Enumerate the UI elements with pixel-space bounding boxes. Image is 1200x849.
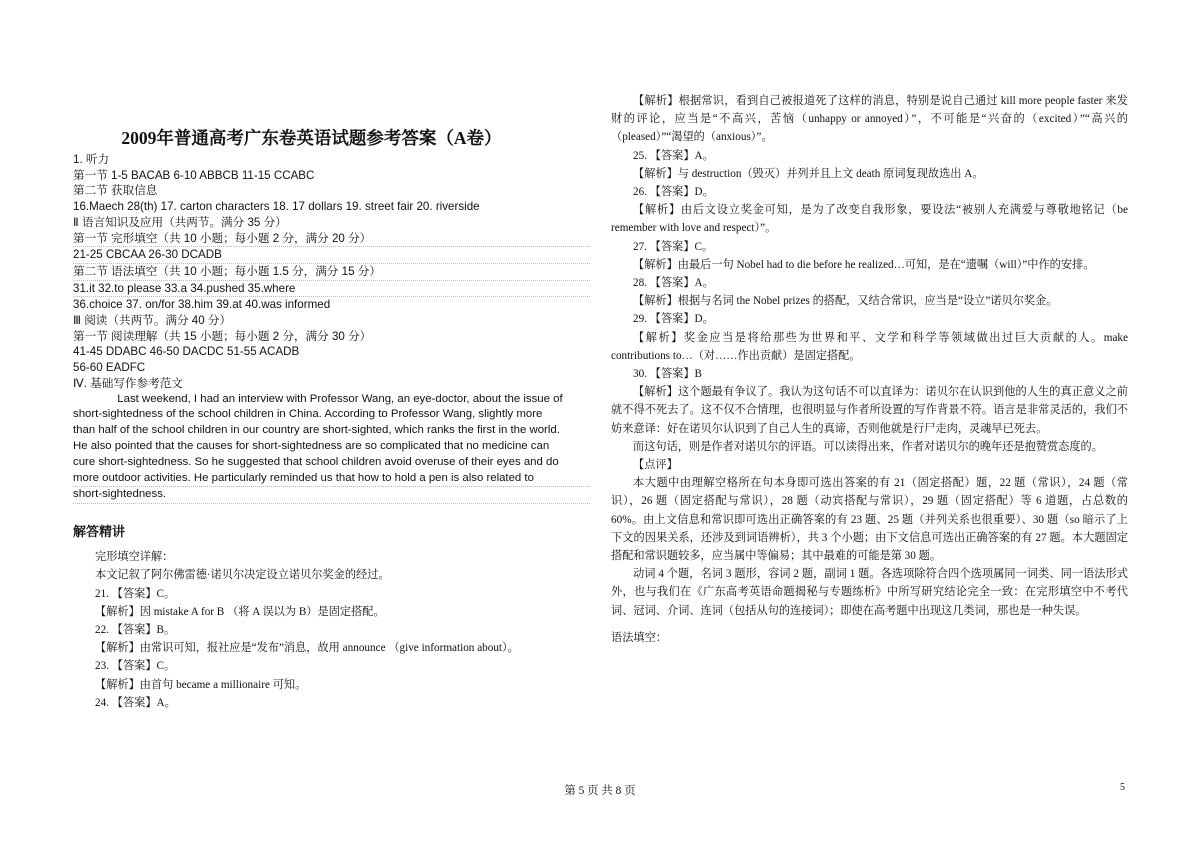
- answer-line: 56-60 EADFC: [73, 361, 146, 375]
- essay-line: short-sightedness.: [73, 487, 590, 504]
- answer-line: Ⅲ 阅读（共两节。满分 40 分）: [73, 314, 232, 328]
- answer-line: Ⅳ. 基础写作参考范文: [73, 376, 183, 390]
- essay-line: cure short-sightedness. So he suggested that school children avoid overuse of their eyes and do: [73, 455, 559, 468]
- paragraph: 【解析】根据与名词 the Nobel prizes 的搭配，又结合常识，应当是“设立”诺贝尔奖金。: [633, 295, 1058, 308]
- page-title: 2009年普通高考广东卷英语试题参考答案（A卷）: [121, 128, 502, 148]
- paragraph: 22. 【答案】B。: [95, 623, 176, 636]
- page-number: 5: [1120, 782, 1125, 793]
- paragraph: 21. 【答案】C。: [95, 587, 176, 600]
- essay-line: than half of the school children in our country are short-sighted, which ranks the first in the world.: [73, 424, 560, 437]
- paragraph: 25. 【答案】A。: [633, 149, 714, 162]
- answer-line: 第一节 完形填空（共 10 小题；每小题 2 分，满分 20 分）: [73, 231, 590, 248]
- paragraph: 动词 4 个题，名词 3 题形，容词 2 题，副词 1 题。各选项除符合四个选项属同一词类、同一语法形式外，也与我们在《广东高考英语命题揭秘与专题练析》中所写研究结论完全一致：在完形填空中不考代词、冠词、介词、连词（包括从句的连接词）；即使在高考题中出现这几类词，那也是一种失误。: [611, 568, 1128, 617]
- essay-line: Last weekend, I had an interview with Professor Wang, an eye-doctor, about the issue of: [73, 392, 563, 405]
- answer-line: 第一节 1-5 BACAB 6-10 ABBCB 11-15 CCABC: [73, 168, 315, 182]
- paragraph: 24. 【答案】A。: [95, 696, 176, 709]
- answer-line: 第一节 阅读理解（共 15 小题；每小题 2 分，满分 30 分）: [73, 329, 372, 343]
- answer-line: 16.Maech 28(th) 17. carton characters 18. 17 dollars 19. street fair 20. riverside: [73, 200, 480, 214]
- left-column: [73, 124, 590, 712]
- answer-line: 36.choice 37. on/for 38.him 39.at 40.was informed: [73, 298, 331, 312]
- paragraph: 28. 【答案】A。: [633, 277, 714, 290]
- paragraph: 30. 【答案】B: [633, 368, 702, 381]
- paragraph: 语法填空：: [611, 631, 667, 644]
- paragraph: 而这句话，则是作者对诺贝尔的评语。可以读得出来，作者对诺贝尔的晚年还是抱赞赏态度的。: [633, 440, 1103, 453]
- answer-key: [73, 152, 590, 392]
- answer-line: 第二节 获取信息: [73, 184, 158, 198]
- paragraph: 【解析】根据常识，看到自己被报道死了这样的消息，特别是说自己通过 kill more people faster 来发财的评论，应当是“不高兴，苦恼（unhappy or annoyed）”，不可能是“兴奋的（excited）”“高兴的（pleased）”“渴望的（anxious）”。: [611, 95, 1128, 144]
- spacer: [611, 620, 1128, 629]
- paragraph: 29. 【答案】D。: [633, 313, 714, 326]
- answer-line: 第二节 语法填空（共 10 小题；每小题 1.5 分，满分 15 分）: [73, 264, 590, 281]
- paragraph: 本大题中由理解空格所在句本身即可选出答案的有 21（固定搭配）题，22 题（常识），24 题（常识），26 题（固定搭配与常识），28 题（动宾搭配与常识），29 题（固定搭配）等 6 道题，占总数的 60%。由上文信息和常识即可选出正确答案的有 23 题、25 题（并列关系也很重要）、30 题（so 暗示了上下文的因果关系，还涉及到词语辨析），共 3 个小题；由下文信息可选出正确答案的有 27 题。本大题固定搭配和常识题较多，应当属中等偏易；其中最难的可能是第 30 题。: [611, 477, 1128, 563]
- essay-line: short-sightedness of the school children in China. According to Professor Wang, slightly more: [73, 408, 543, 421]
- paragraph: 本文记叙了阿尔佛雷德·诺贝尔决定设立诺贝尔奖金的经过。: [95, 569, 390, 582]
- paragraph: 【解析】因 mistake A for B （将 A 误以为 B）是固定搭配。: [95, 605, 385, 618]
- paragraph: 27. 【答案】C。: [633, 240, 714, 253]
- right-column: [611, 92, 1128, 647]
- paragraph: 【解析】由最后一句 Nobel had to die before he realized…可知，是在“遗嘱（will）”中作的安排。: [633, 258, 1095, 271]
- paragraph: 【点评】: [633, 459, 678, 472]
- paragraph: 【解析】由后文设立奖金可知，是为了改变自我形象，要设法“被别人充满爱与尊敬地铭记（be remember with love and respect）”。: [611, 204, 1128, 235]
- answer-line: 21-25 CBCAA 26-30 DCADB: [73, 247, 590, 264]
- paragraph: 【解析】由常识可知，报社应是“发布”消息，故用 announce （give information about）。: [95, 642, 519, 655]
- paragraph: 26. 【答案】D。: [633, 186, 714, 199]
- page-footer: 第 5 页 共 8 页: [564, 785, 636, 797]
- paragraph: 【解析】由首句 became a millionaire 可知。: [95, 678, 307, 691]
- answer-line: 31.it 32.to please 33.a 34.pushed 35.where: [73, 281, 590, 298]
- answer-line: 41-45 DDABC 46-50 DACDC 51-55 ACADB: [73, 345, 300, 359]
- paragraph: 【解析】与 destruction（毁灭）并列并且上文 death 原词复现故选出 A。: [633, 167, 984, 180]
- model-essay: [73, 392, 590, 505]
- essay-line: more outdoor activities. He particularly reminded us that how to hold a pen is also related to: [73, 471, 590, 488]
- paragraph: 完形填空详解：: [95, 551, 174, 564]
- cloze-explanations: [73, 548, 590, 712]
- paragraph: 23. 【答案】C。: [95, 660, 176, 673]
- answer-line: Ⅱ 语言知识及应用（共两节。满分 35 分）: [73, 215, 287, 229]
- paragraph: 【解析】这个题最有争议了。我认为这句话不可以直译为：诺贝尔在认识到他的人生的真正意义之前就不得不死去了。这不仅不合情理，也很明显与作者所设置的写作背景不符。语言是非常灵活的，我们不妨来意译：好在诺贝尔认识到了自己人生的真谛，否则他就是行尸走肉，灵魂早已死去。: [611, 386, 1128, 435]
- answer-line: 1. 听力: [73, 153, 110, 166]
- essay-line: He also pointed that the causes for short-sightedness are so complicated that no medicine can: [73, 439, 550, 452]
- section-heading: 解答精讲: [73, 524, 126, 540]
- paragraph: 【解析】奖金应当是将给那些为世界和平、文学和科学等领域做出过巨大贡献的人。make contributions to…（对……作出贡献）是固定搭配。: [611, 331, 1128, 362]
